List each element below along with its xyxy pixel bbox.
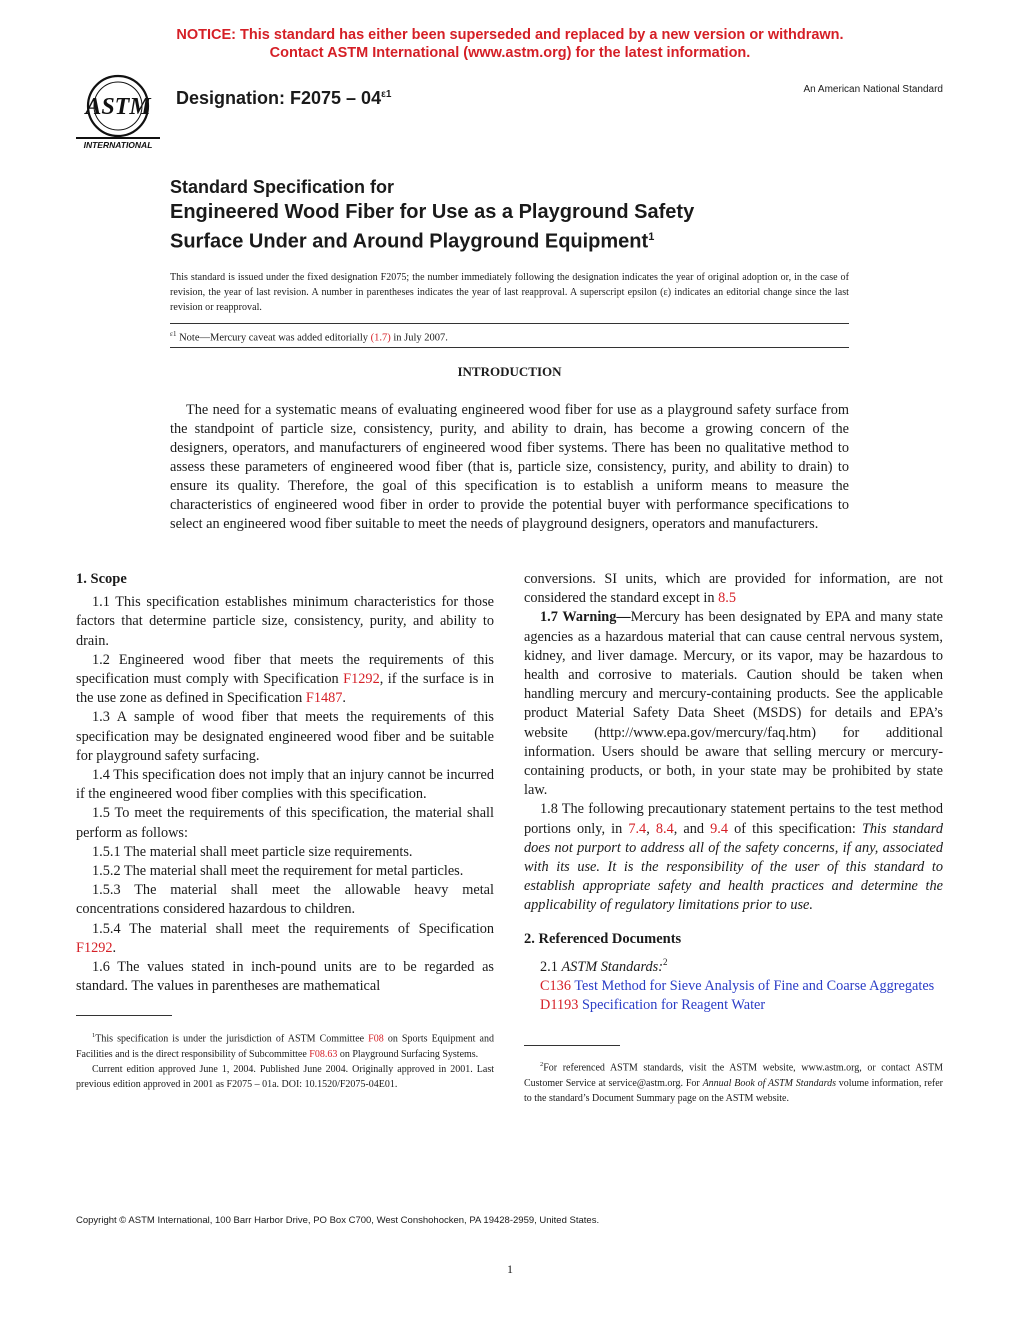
link-f08[interactable]: F08 xyxy=(368,1033,384,1045)
editorial-note-link[interactable]: (1.7) xyxy=(370,332,391,344)
link-f1292[interactable]: F1292 xyxy=(343,671,380,688)
editorial-note xyxy=(170,330,448,344)
introduction-heading: INTRODUCTION xyxy=(457,364,562,379)
footnote-2 xyxy=(524,1057,943,1105)
footnote-2-italic: Annual Book of ASTM Standards xyxy=(702,1077,836,1089)
copyright: Copyright © ASTM International, 100 Barr Harbor Drive, PO Box C700, West Conshohocken, PA 19428-2959, United States. xyxy=(76,1215,600,1226)
section-1-6-continued xyxy=(524,570,943,608)
section-1-8 xyxy=(524,800,943,915)
right-column xyxy=(524,570,943,1106)
warning-label: 1.7 Warning— xyxy=(540,609,631,626)
section-1-1: 1.1 This specification establishes minimum characteristics for those factors that determine particle size, consistency, purity, and ability to drain. xyxy=(76,594,494,649)
section-1-2-text-b: , if the surface is in the use zone as defined in Specification xyxy=(76,671,495,707)
designation xyxy=(176,88,391,109)
reference-title[interactable]: Specification for Reagent Water xyxy=(581,997,766,1014)
american-national-standard-label: An American National Standard xyxy=(803,84,943,95)
reference-code[interactable]: C136 xyxy=(540,977,571,994)
notice-line-1: NOTICE: This standard has either been superseded and replaced by a new version or withdrawn. xyxy=(176,27,844,43)
document-title xyxy=(170,175,870,255)
section-1-2-text-c: . xyxy=(342,690,346,707)
footnote-2-para xyxy=(524,1057,943,1105)
referenced-documents-heading: 2. Referenced Documents xyxy=(524,930,682,947)
section-1-7 xyxy=(524,608,943,800)
section-1-2-text-a: 1.2 Engineered wood fiber that meets the requirements of this specification must comply with Specification xyxy=(76,651,494,688)
section-1-3: 1.3 A sample of wood fiber that meets the requirements of this specification may be designated engineered wood fiber and be suitable for playground safety surfacing. xyxy=(76,709,494,764)
logo-text: ASTM xyxy=(85,94,151,120)
link-8-5[interactable]: 8.5 xyxy=(718,590,736,607)
link-8-4[interactable]: 8.4 xyxy=(655,820,674,837)
section-1-5-1: 1.5.1 The material shall meet particle size requirements. xyxy=(92,843,413,860)
editorial-note-prefix: Note—Mercury caveat was added editorially xyxy=(176,332,371,344)
designation-superscript: ε1 xyxy=(381,89,392,100)
reference-code[interactable]: D1193 xyxy=(540,997,579,1014)
section-1-4: 1.4 This specification does not imply that an injury cannot be incurred if the engineered wood fiber complies with this specification. xyxy=(76,767,494,803)
notice-line-2: Contact ASTM International (www.astm.org) for the latest information. xyxy=(269,45,751,61)
safety-caveat: This standard does not purport to address all of the safety concerns, if any, associated with its use. It is the responsibility of the user of this standard to establish appropriate safety and health practices and determine the applicability of regulatory limitations prior to use. xyxy=(524,820,943,914)
editorial-note-suffix: in July 2007. xyxy=(390,332,448,344)
footnote-rule xyxy=(76,1015,172,1016)
section-1-5-4-text-b: . xyxy=(112,939,117,956)
section-1-2 xyxy=(76,651,494,709)
section-1-8-sep-1: , xyxy=(646,820,656,837)
warning-text: Mercury has been designated by EPA and many state agencies as a hazardous material that can cause central nervous system, kidney, and liver damage. Mercury, or its vapor, may be hazardous to health and corrosive to materials. Caution should be taken when handling mercury and mercury-containing products. See the applicable product Material Safety Data Sheet (MSDS) for details and EPA’s website (http://www.epa.gov/mercury/faq.htm) for additional information. Users should be aware that selling mercury or mercury-containing products, or both, in your state may be prohibited by state law. xyxy=(524,609,943,799)
astm-logo-graphic xyxy=(72,70,164,152)
reference-title[interactable]: Test Method for Sieve Analysis of Fine and Coarse Aggregates xyxy=(574,977,935,994)
footnote-1-text-a: This specification is under the jurisdiction of ASTM Committee xyxy=(95,1033,369,1045)
divider xyxy=(170,347,849,348)
footnote-2-text-b: volume information, refer to the standard’s Document Summary page on the ASTM website. xyxy=(524,1077,943,1104)
astm-standards-footnote-mark: 2 xyxy=(663,956,668,967)
section-1-5: 1.5 To meet the requirements of this specification, the material shall perform as follows: xyxy=(76,805,494,841)
link-9-4[interactable]: 9.4 xyxy=(710,820,729,837)
footnote-1-para-1 xyxy=(76,1028,494,1061)
link-f08-63[interactable]: F08.63 xyxy=(309,1048,338,1060)
footnote-1 xyxy=(76,1028,494,1091)
scope-heading: 1. Scope xyxy=(76,571,127,587)
introduction-text: The need for a systematic means of evaluating engineered wood fiber for use as a playground safety surface from the standpoint of particle size, consistency, purity, and ability to drain, has become a growing concern of the designers, operators, and manufacturers of engineered wood fiber systems. There has been no qualitative method to assess these parameters of engineered wood fiber (that is, particle size, consistency, purity, and ability to drain) to ensure its quality. Therefore, the goal of this specification is to establish a uniform means to measure the characteristics of engineered wood fiber in order to provide the potential buyer with performance specifications to select an engineered wood fiber suitable to meet the needs of playground designers, operators and manufacturers. xyxy=(170,402,849,532)
section-1-8-sep-2: , and xyxy=(673,820,711,837)
astm-logo xyxy=(72,70,164,152)
footnote-1-text-b: on Sports Equipment and Facilities and is the direct responsibility of Subcommittee xyxy=(76,1033,494,1060)
section-1-8-text-a: 1.8 The following precautionary statement pertains to the test method portions only, in xyxy=(524,801,943,837)
section-2-1 xyxy=(524,953,943,977)
title-footnote-mark: 1 xyxy=(648,231,655,243)
link-7-4[interactable]: 7.4 xyxy=(628,820,647,837)
left-column xyxy=(76,570,494,1092)
issuance-statement: This standard is issued under the fixed designation F2075; the number immediately following the designation indicates the year of original adoption or, in the case of revision, the year of last revision. A number in parentheses indicates the year of last reapproval. A superscript epsilon (ε) indicates an editorial change since the last revision or reapproval. xyxy=(170,272,849,313)
section-1-5-4 xyxy=(76,920,494,958)
logo-subtext: INTERNATIONAL xyxy=(83,140,153,150)
title-line-1: Standard Specification for xyxy=(170,177,395,197)
divider xyxy=(170,323,849,324)
designation-label: Designation: F2075 – 04 xyxy=(176,88,382,108)
editorial-note-mark: ε1 xyxy=(170,330,177,338)
footnote-1-mark: 1 xyxy=(92,1032,96,1040)
reference-item[interactable] xyxy=(524,996,943,1015)
footnote-1-text-c: on Playground Surfacing Systems. xyxy=(337,1048,479,1060)
section-2-1-number: 2.1 xyxy=(540,958,562,975)
withdrawal-notice xyxy=(0,26,1020,62)
link-f1292[interactable]: F1292 xyxy=(76,939,113,956)
section-1-5-3: 1.5.3 The material shall meet the allowable heavy metal concentrations considered hazardous to children. xyxy=(76,882,494,918)
title-line-2: Engineered Wood Fiber for Use as a Playground Safety xyxy=(170,201,695,223)
section-1-5-2: 1.5.2 The material shall meet the requirement for metal particles. xyxy=(92,863,464,880)
reference-item[interactable] xyxy=(524,977,943,996)
title-line-3: Surface Under and Around Playground Equipment xyxy=(170,230,649,253)
footnote-rule xyxy=(524,1045,620,1046)
section-1-6: 1.6 The values stated in inch-pound units are to be regarded as standard. The values in parentheses are mathematical xyxy=(76,959,494,995)
section-1-5-4-text-a: 1.5.4 The material shall meet the requirements of Specification xyxy=(92,920,494,937)
astm-standards-label: ASTM Standards: xyxy=(561,958,663,975)
section-1-8-text-b: of this specification: xyxy=(728,820,862,837)
footnote-1-para-2: Current edition approved June 1, 2004. Published June 2004. Originally approved in 2001. Last previous edition approved in 2001 as F2075 – 01a. DOI: 10.1520/F2075-04E01. xyxy=(76,1063,494,1090)
footnote-2-text-a: For referenced ASTM standards, visit the ASTM website, www.astm.org, or contact ASTM Customer Service at service@astm.org. For xyxy=(524,1062,943,1089)
link-f1487[interactable]: F1487 xyxy=(305,690,343,707)
section-1-6-cont-text: conversions. SI units, which are provided for information, are not considered the standard except in xyxy=(524,571,943,607)
footnote-2-mark: 2 xyxy=(540,1061,544,1069)
page-number: 1 xyxy=(507,1262,513,1276)
